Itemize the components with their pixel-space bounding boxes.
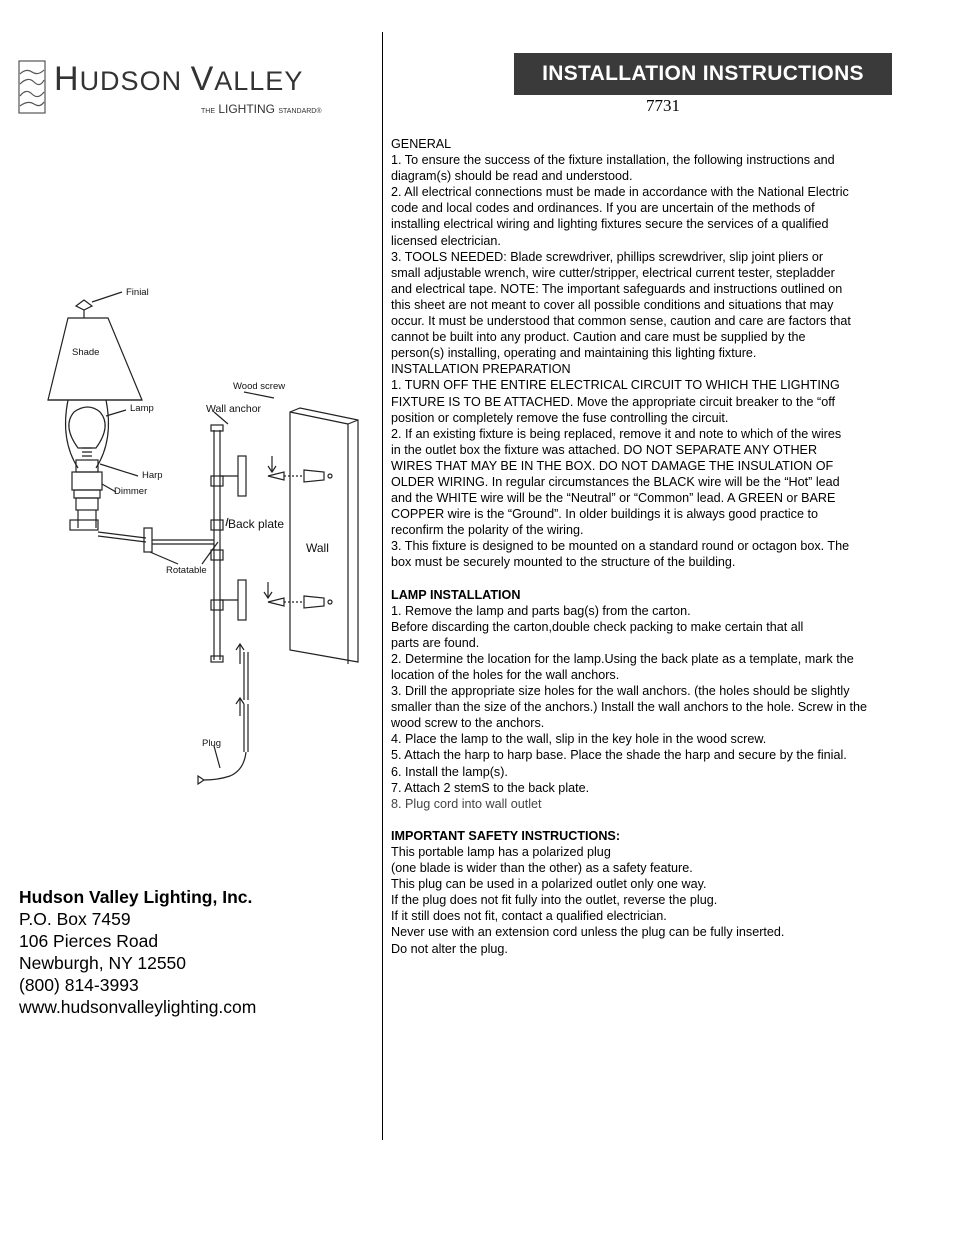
label-lamp: Lamp	[130, 403, 154, 414]
instruction-line: this sheet are not meant to cover all possible conditions and situations that may	[391, 297, 834, 312]
instruction-line: 3. TOOLS NEEDED: Blade screwdriver, phillips screwdriver, slip joint pliers or	[391, 249, 824, 264]
instruction-line: occur. It must be understood that common sense, caution and care are factors that	[391, 314, 851, 329]
instruction-line: If it still does not fit, contact a qualified electrician.	[391, 909, 667, 924]
phone-number: (800) 814-3993	[19, 975, 139, 995]
section-heading: LAMP INSTALLATION	[391, 587, 521, 602]
company-address	[19, 886, 256, 1018]
brand-name: HUDSON VALLEY	[54, 60, 304, 98]
instruction-line: location of the holes for the wall anchors.	[391, 668, 620, 682]
company-name: Hudson Valley Lighting, Inc.	[19, 887, 253, 907]
lamp-bulb-shape	[69, 407, 105, 448]
instruction-line: Before discarding the carton,double check packing to make certain that all	[391, 619, 804, 634]
label-back-plate: Back plate	[228, 517, 285, 531]
label-wood-screw: Wood screw	[233, 381, 286, 392]
instruction-line: COPPER wire is the “Ground”. In older buildings it is always good practice to	[391, 507, 818, 522]
instruction-line: code and local codes and ordinances. If you are uncertain of the methods of	[391, 201, 815, 216]
column-divider	[382, 32, 383, 1140]
instruction-line: licensed electrician.	[391, 233, 501, 248]
instruction-line: WIRES THAT MAY BE IN THE BOX. DO NOT DAMAGE THE INSULATION OF	[391, 458, 834, 473]
instruction-line: 8. Plug cord into wall outlet	[391, 796, 542, 811]
instructions-text	[391, 136, 931, 957]
instruction-line: 4. Place the lamp to the wall, slip in the key hole in the wood screw.	[391, 732, 767, 747]
finial-shape	[76, 300, 92, 310]
instruction-line: GENERAL	[391, 137, 452, 151]
instruction-line: wood screw to the anchors.	[391, 716, 545, 731]
instruction-line: 5. Attach the harp to harp base. Place the shade the harp and secure by the finial.	[391, 748, 847, 763]
po-box: P.O. Box 7459	[19, 909, 131, 929]
instruction-line: small adjustable wrench, wire cutter/stripper, electrical current tester, stepladder	[391, 265, 835, 280]
installation-diagram	[18, 280, 380, 800]
street-address: 106 Pierces Road	[19, 931, 159, 951]
blank-line	[391, 571, 931, 587]
website-url: www.hudsonvalleylighting.com	[19, 997, 257, 1017]
instruction-line: INSTALLATION PREPARATION	[391, 362, 571, 377]
instruction-line: 2. All electrical connections must be made in accordance with the National Electric	[391, 185, 849, 200]
city-state-zip: Newburgh, NY 12550	[19, 953, 187, 973]
model-number: 7731	[646, 96, 680, 115]
instruction-line: and the WHITE wire will be the “Neutral” or “Common” lead. A GREEN or BARE	[391, 491, 836, 506]
instruction-line: 2. Determine the location for the lamp.Using the back plate as a template, mark the	[391, 651, 854, 666]
brand-tagline: THE LIGHTING STANDARD®	[201, 102, 322, 116]
instruction-line: 2. If an existing fixture is being replaced, remove it and note to which of the wires	[391, 426, 842, 441]
instruction-line: and electrical tape. NOTE: The important safeguards and instructions outlined on	[391, 281, 843, 296]
instruction-line: Never use with an extension cord unless the plug can be fully inserted.	[391, 925, 785, 940]
instruction-line: box must be securely mounted to the structure of the building.	[391, 555, 736, 570]
instruction-line: installing electrical wiring and lighting fixtures secure the services of a qualified	[391, 217, 829, 232]
instruction-line: FIXTURE IS TO BE ATTACHED. Move the appropriate circuit breaker to the “off	[391, 394, 835, 409]
instruction-line: If the plug does not fit fully into the outlet, reverse the plug.	[391, 893, 718, 908]
instruction-line: 3. This fixture is designed to be mounted on a standard round or octagon box. The	[391, 539, 850, 554]
label-plug: Plug	[202, 738, 222, 749]
instruction-line: This portable lamp has a polarized plug	[391, 844, 611, 859]
blank-line	[391, 812, 931, 828]
instruction-line: 1. To ensure the success of the fixture installation, the following instructions and	[391, 153, 835, 168]
instruction-line: 3. Drill the appropriate size holes for the wall anchors. (the holes should be slightly	[391, 684, 850, 699]
instruction-line: position or completely remove the fuse controlling the circuit.	[391, 410, 729, 425]
label-dimmer: Dimmer	[114, 486, 148, 497]
label-finial: Finial	[126, 287, 149, 298]
instruction-line: Do not alter the plug.	[391, 941, 508, 956]
label-harp: Harp	[142, 470, 163, 481]
instruction-line: parts are found.	[391, 635, 480, 650]
instruction-line: person(s) installing, operating and maintaining this lighting fixture.	[391, 346, 757, 361]
section-heading: IMPORTANT SAFETY INSTRUCTIONS:	[391, 828, 621, 843]
label-wall-anchor: Wall anchor	[206, 403, 262, 415]
instruction-line: reconfirm the polarity of the wiring.	[391, 523, 584, 538]
instruction-line: This plug can be used in a polarized outlet only one way.	[391, 877, 707, 892]
label-rotatable: Rotatable	[166, 565, 207, 576]
instruction-line: (one blade is wider than the other) as a safety feature.	[391, 861, 693, 876]
company-logo	[18, 58, 358, 120]
instruction-line: in the outlet box the fixture was attached. DO NOT SEPARATE ANY OTHER	[391, 442, 818, 457]
instruction-line: cannot be built into any product. Caution and care must be supplied by the	[391, 330, 806, 345]
document-title: INSTALLATION INSTRUCTIONS	[514, 53, 892, 95]
instruction-line: 6. Install the lamp(s).	[391, 764, 508, 779]
instruction-line: 1. TURN OFF THE ENTIRE ELECTRICAL CIRCUIT TO WHICH THE LIGHTING	[391, 378, 840, 393]
instruction-line: diagram(s) should be read and understood.	[391, 169, 633, 184]
lower-back-plate	[238, 580, 246, 620]
instruction-line: smaller than the size of the anchors.) Install the wall anchors to the hole. Screw in the	[391, 700, 868, 715]
instruction-line: 1. Remove the lamp and parts bag(s) from the carton.	[391, 603, 691, 618]
hudson-valley-mark-icon	[18, 60, 46, 114]
label-shade: Shade	[72, 347, 100, 358]
upper-back-plate	[238, 456, 246, 496]
shade-shape	[48, 318, 142, 400]
instruction-line: 7. Attach 2 stemS to the back plate.	[391, 780, 590, 795]
instruction-line: OLDER WIRING. In regular circumstances the BLACK wire will be the “Hot” lead	[391, 474, 840, 489]
label-wall: Wall	[306, 541, 329, 555]
